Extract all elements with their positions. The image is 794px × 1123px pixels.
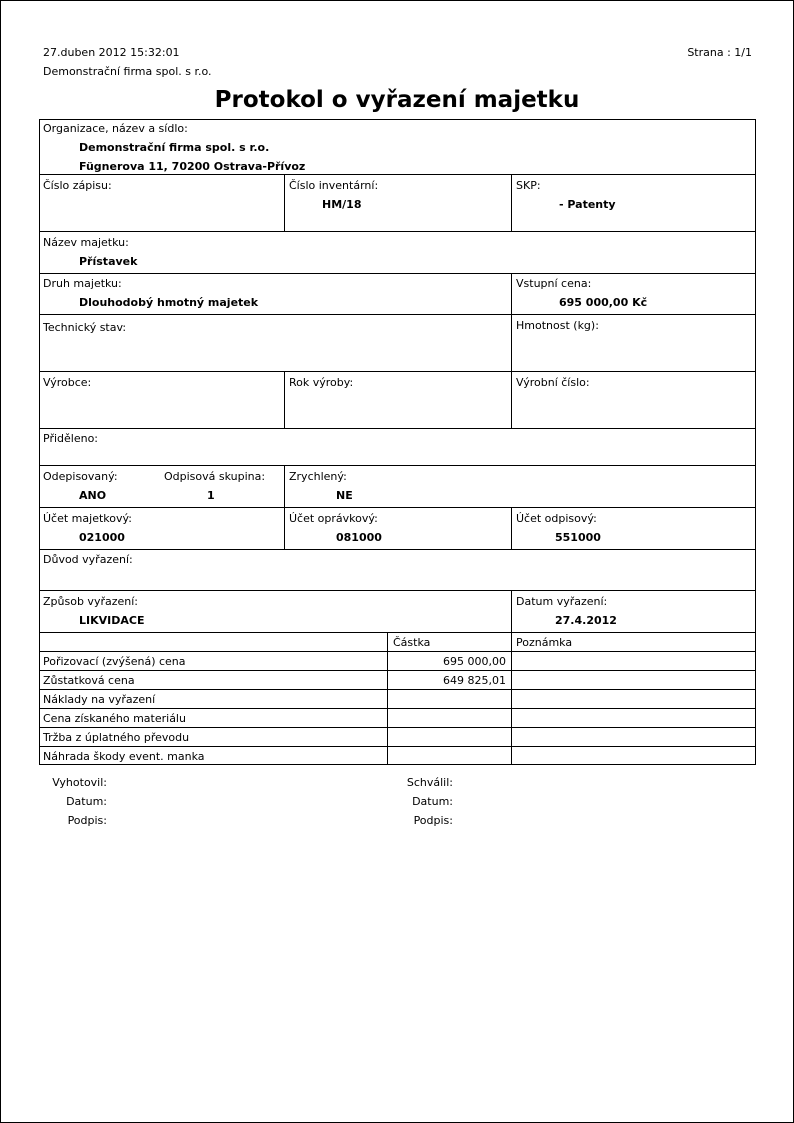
divider <box>39 549 756 550</box>
divider <box>39 632 756 633</box>
divider <box>39 746 756 747</box>
divider <box>39 651 756 652</box>
divider <box>511 371 512 428</box>
input-price-label: Vstupní cena: <box>516 277 592 290</box>
approved-by-label: Schválil: <box>406 776 453 789</box>
divider <box>39 708 756 709</box>
approved-signature-label: Podpis: <box>413 814 453 827</box>
approved-date-label: Datum: <box>412 795 453 808</box>
prepared-by-label: Vyhotovil: <box>52 776 107 789</box>
document-title: Protokol o vyřazení majetku <box>214 87 580 113</box>
table-row-amount: 695 000,00 <box>443 655 506 668</box>
divider <box>387 632 388 765</box>
org-name: Demonstrační firma spol. s r.o. <box>79 141 270 154</box>
page-number: Strana : 1/1 <box>687 46 752 59</box>
table-row-label: Náklady na vyřazení <box>43 693 156 706</box>
divider <box>284 371 285 428</box>
divider <box>511 174 512 231</box>
manufacturer-label: Výrobce: <box>43 376 92 389</box>
depreciation-account-label: Účet odpisový: <box>516 512 597 525</box>
divider <box>39 314 756 315</box>
disposal-method-value: LIKVIDACE <box>79 614 145 627</box>
record-number-label: Číslo zápisu: <box>43 179 112 192</box>
depreciation-group-value: 1 <box>207 489 215 502</box>
disposal-date-label: Datum vyřazení: <box>516 595 608 608</box>
skp-value: - Patenty <box>559 198 616 211</box>
skp-label: SKP: <box>516 179 541 192</box>
print-datetime: 27.duben 2012 15:32:01 <box>43 46 180 59</box>
input-price-value: 695 000,00 Kč <box>559 296 648 309</box>
amount-column-header: Částka <box>393 636 431 649</box>
note-column-header: Poznámka <box>516 636 573 649</box>
divider <box>284 465 285 549</box>
assigned-label: Přiděleno: <box>43 432 98 445</box>
table-row-label: Náhrada škody event. manka <box>43 750 205 763</box>
table-row-amount: 649 825,01 <box>443 674 506 687</box>
adjustment-account-label: Účet oprávkový: <box>289 512 378 525</box>
divider <box>39 689 756 690</box>
asset-name-value: Přístavek <box>79 255 138 268</box>
technical-state-label: Technický stav: <box>43 321 127 334</box>
divider <box>39 670 756 671</box>
divider <box>39 273 756 274</box>
divider <box>39 174 756 175</box>
org-label: Organizace, název a sídlo: <box>43 122 188 135</box>
asset-name-label: Název majetku: <box>43 236 129 249</box>
asset-account-value: 021000 <box>79 531 125 544</box>
divider <box>284 174 285 231</box>
inventory-number-value: HM/18 <box>322 198 362 211</box>
table-row-label: Cena získaného materiálu <box>43 712 186 725</box>
inventory-number-label: Číslo inventární: <box>289 179 379 192</box>
asset-type-label: Druh majetku: <box>43 277 122 290</box>
weight-label: Hmotnost (kg): <box>516 319 599 332</box>
depreciated-value: ANO <box>79 489 107 502</box>
company-name-header: Demonstrační firma spol. s r.o. <box>43 65 212 78</box>
form-frame <box>39 119 756 765</box>
asset-type-value: Dlouhodobý hmotný majetek <box>79 296 259 309</box>
depreciated-label: Odepisovaný: <box>43 470 118 483</box>
table-row-label: Zůstatková cena <box>43 674 135 687</box>
divider <box>39 590 756 591</box>
depreciation-account-value: 551000 <box>555 531 601 544</box>
divider <box>39 428 756 429</box>
table-row-label: Pořizovací (zvýšená) cena <box>43 655 186 668</box>
divider <box>39 727 756 728</box>
divider <box>39 507 756 508</box>
depreciation-group-label: Odpisová skupina: <box>164 470 266 483</box>
asset-account-label: Účet majetkový: <box>43 512 132 525</box>
prepared-signature-label: Podpis: <box>67 814 107 827</box>
divider <box>511 507 512 549</box>
adjustment-account-value: 081000 <box>336 531 382 544</box>
serial-number-label: Výrobní číslo: <box>516 376 590 389</box>
disposal-date-value: 27.4.2012 <box>555 614 617 627</box>
divider <box>39 231 756 232</box>
year-label: Rok výroby: <box>289 376 354 389</box>
disposal-reason-label: Důvod vyřazení: <box>43 553 133 566</box>
divider <box>39 465 756 466</box>
accelerated-value: NE <box>336 489 353 502</box>
prepared-date-label: Datum: <box>66 795 107 808</box>
table-row-label: Tržba z úplatného převodu <box>43 731 190 744</box>
accelerated-label: Zrychlený: <box>289 470 347 483</box>
divider <box>511 590 512 765</box>
disposal-method-label: Způsob vyřazení: <box>43 595 138 608</box>
divider <box>39 371 756 372</box>
divider <box>511 273 512 371</box>
org-address: Fügnerova 11, 70200 Ostrava-Přívoz <box>79 160 306 173</box>
